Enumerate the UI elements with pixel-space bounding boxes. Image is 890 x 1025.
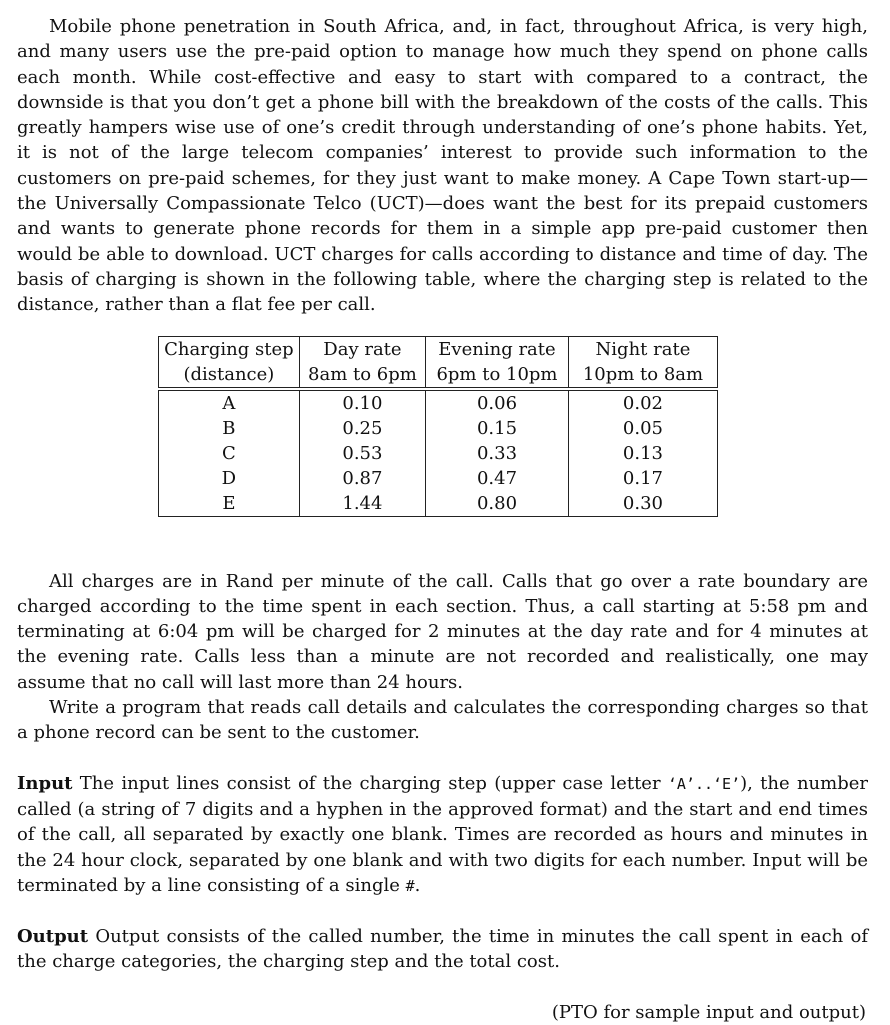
table-cell: E: [159, 491, 300, 517]
input-section: Input The input lines consist of the charging step (upper case letter ‘A’..‘E’), the number called (a string of 7 digits and a hyphen in the approved format) and the start and end times of the call, all separated by exactly one blank. Times are recorded as hours and minutes in the 24 hour clock, separated by one blank and with two digits for each number. Input will be terminated by a line consisting of a single #.: [17, 772, 868, 896]
table-cell: D: [159, 466, 300, 491]
table-header-row: [159, 336, 718, 389]
header-evening-rate: Evening rate 6pm to 10pm: [426, 336, 569, 389]
input-label: Input: [17, 772, 73, 794]
table-cell: A: [159, 389, 300, 416]
table-cell: 0.47: [426, 466, 569, 491]
charges-paragraph: All charges are in Rand per minute of the call. Calls that go over a rate boundary are charged according to the time spent in each section. Thus, a call starting at 5:58 pm and terminating at 6:04 pm will be charged for 2 minutes at the day rate and for 4 minutes at the evening rate. Calls less than a minute are not recorded and realistically, one may assume that no call will last more than 24 hours.: [17, 570, 868, 693]
header-charging-step: Charging step (distance): [159, 336, 300, 389]
pto-note: (PTO for sample input and output): [551, 1001, 866, 1023]
input-code-terminator: #: [405, 876, 415, 895]
table-cell: C: [159, 441, 300, 466]
table-cell: 1.44: [299, 491, 425, 517]
output-label: Output: [17, 926, 89, 948]
table-cell: 0.80: [426, 491, 569, 517]
table-cell: 0.87: [299, 466, 425, 491]
output-section: Output Output consists of the called number, the time in minutes the call spent in each of the charge categories, the charging step and the total cost.: [17, 926, 868, 973]
table-cell: 0.15: [426, 416, 569, 441]
rates-table: [158, 336, 718, 517]
table-cell: 0.25: [299, 416, 425, 441]
header-day-rate: Day rate 8am to 6pm: [299, 336, 425, 389]
table-row: [159, 416, 718, 441]
task-paragraph: Write a program that reads call details and calculates the corresponding charges so that a phone record can be sent to the customer.: [17, 697, 868, 744]
table-cell: 0.10: [299, 389, 425, 416]
intro-paragraph: Mobile phone penetration in South Africa, and, in fact, throughout Africa, is very high, and many users use the pre-paid option to manage how much they spend on phone calls each month. While cost-effective and easy to start with compared to a contract, the downside is that you don’t get a phone bill with the breakdown of the costs of the calls. This greatly hampers wise use of one’s credit through understanding of one’s phone habits. Yet, it is not of the large telecom companies’ interest to provide such information to the customers on pre-paid schemes, for they just want to make money. A Cape Town start-up—the Universally Compassionate Telco (UCT)—does want the best for its prepaid customers and wants to generate phone records for them in a simple app pre-paid customer then would be able to download. UCT charges for calls according to distance and time of day. The basis of charging is shown in the following table, where the charging step is related to the distance, rather than a flat fee per call.: [17, 16, 868, 316]
table-cell: B: [159, 416, 300, 441]
table-row: [159, 389, 718, 416]
table-cell: 0.05: [622, 417, 663, 439]
table-cell: 0.02: [622, 392, 663, 414]
header-night-rate: Night rate 10pm to 8am: [582, 338, 704, 385]
input-code-range: ‘A’..‘E’: [667, 774, 741, 793]
table-cell: 0.30: [622, 492, 663, 514]
table-cell: 0.53: [299, 441, 425, 466]
table-row: [159, 466, 718, 491]
table-row: [159, 491, 718, 517]
table-cell: 0.33: [426, 441, 569, 466]
table-cell: 0.17: [622, 467, 663, 489]
table-cell: 0.06: [426, 389, 569, 416]
table-cell: 0.13: [622, 442, 663, 464]
table-row: [159, 441, 718, 466]
